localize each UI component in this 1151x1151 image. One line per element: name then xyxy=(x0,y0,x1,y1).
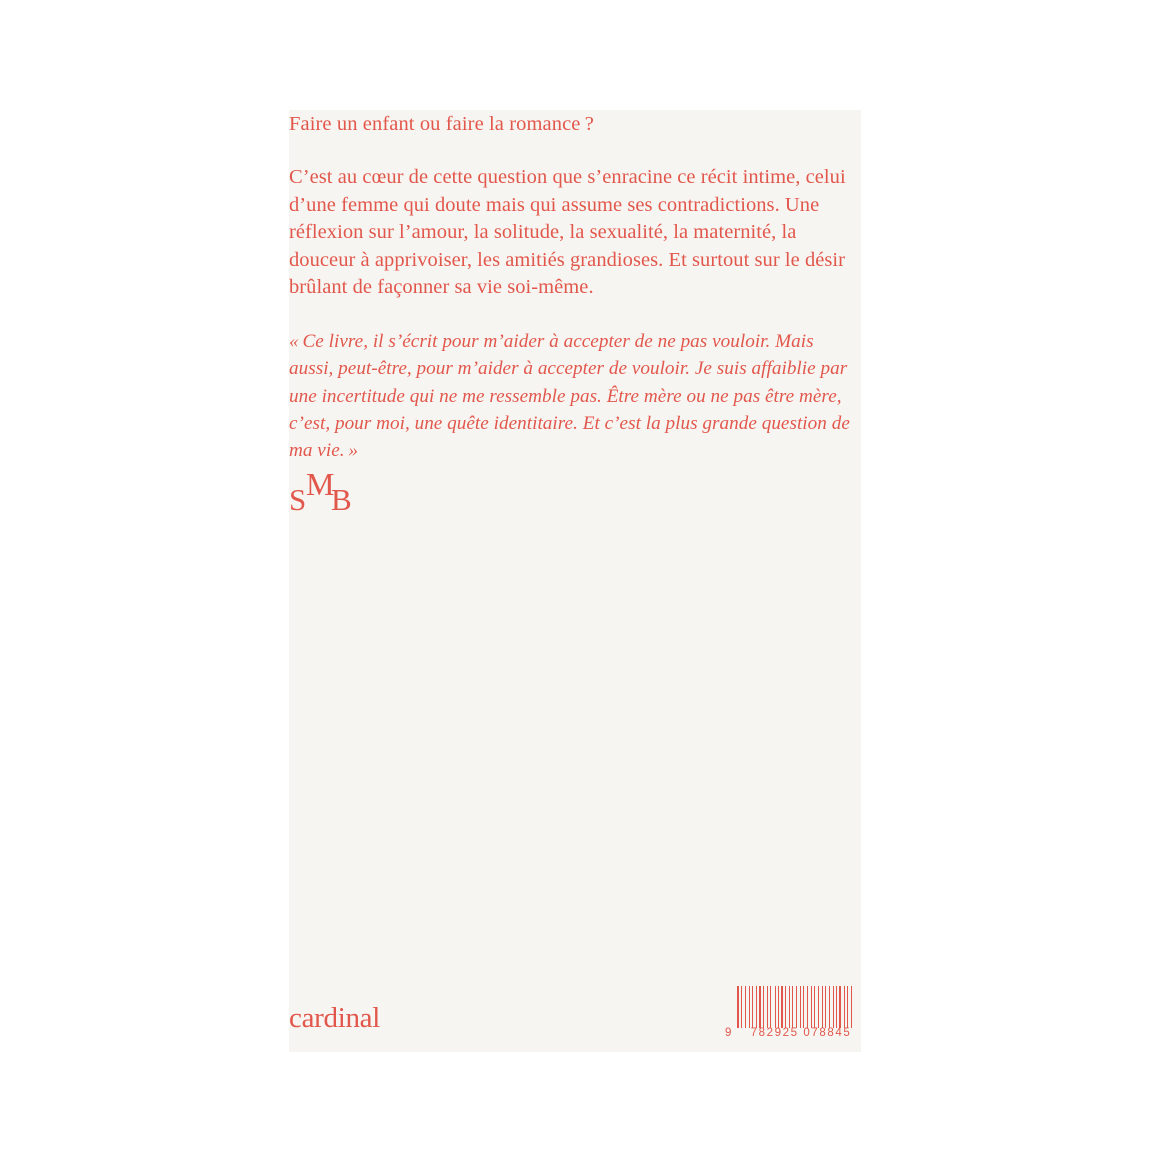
barcode-bar xyxy=(762,986,763,1028)
barcode-bars xyxy=(737,986,855,1028)
barcode-bar xyxy=(807,986,808,1028)
barcode-bar xyxy=(767,986,768,1028)
body-paragraph: C’est au cœur de cette question que s’enracine ce récit intime, celui d’une femme qui doute mais qui assume ses contradictions. Une réflexion sur l’amour, la solitude, la sexualité, la maternité, la douceur à apprivoiser, les amitiés grandioses. Et surtout sur le désir brûlant de façonner sa vie soi-même. xyxy=(289,166,846,299)
barcode-bar xyxy=(849,986,850,1028)
barcode-bar xyxy=(818,986,819,1028)
barcode-bar xyxy=(792,986,793,1028)
barcode-bar xyxy=(847,986,848,1028)
barcode-bar xyxy=(770,986,771,1028)
publisher-logo: cardinal xyxy=(289,1002,380,1034)
barcode-bar xyxy=(844,986,845,1028)
back-cover xyxy=(289,110,861,1052)
barcode-bar xyxy=(781,986,783,1028)
barcode-bar xyxy=(741,986,742,1028)
barcode-bar xyxy=(798,986,799,1028)
barcode-bar xyxy=(737,986,739,1028)
barcode-bar xyxy=(809,986,811,1028)
monogram-letter-m: M xyxy=(306,466,335,502)
barcode-bar xyxy=(835,986,836,1028)
author-monogram xyxy=(289,466,379,520)
barcode-bar xyxy=(801,986,802,1028)
barcode-bar xyxy=(768,986,769,1028)
barcode-bar xyxy=(846,986,847,1028)
pull-quote: « Ce livre, il s’écrit pour m’aider à accepter de ne pas vouloir. Mais aussi, peut-être, pour m’aider à accepter de vouloir. Je suis affaiblie par une incertitude qui ne me ressemble pas. Être mère ou ne pas être mère, c’est, pour moi, une quête identitaire. Et c’est la plus grande question de ma vie. » xyxy=(289,331,850,462)
barcode-bar xyxy=(758,986,759,1028)
barcode-bar xyxy=(852,986,854,1028)
barcode-bar xyxy=(772,986,774,1028)
barcode-bar xyxy=(763,986,764,1028)
barcode-prefix-digit: 9 xyxy=(725,1027,733,1039)
barcode-bar xyxy=(740,986,741,1028)
barcode-bar xyxy=(833,986,834,1028)
barcode-bar xyxy=(752,986,753,1028)
barcode-bar xyxy=(794,986,795,1028)
barcode-bar xyxy=(822,986,823,1028)
barcode-bar xyxy=(776,986,777,1028)
barcode-bar xyxy=(791,986,792,1028)
barcode-bar xyxy=(746,986,748,1028)
barcode-number: 782925 078845 xyxy=(750,1027,852,1039)
barcode-bar xyxy=(756,986,757,1028)
barcode-bar xyxy=(851,986,852,1028)
barcode-bar xyxy=(780,986,781,1028)
barcode xyxy=(725,986,855,1044)
back-cover-content xyxy=(289,110,861,1052)
barcode-bar xyxy=(805,986,806,1028)
barcode-bar xyxy=(743,986,744,1028)
barcode-bar xyxy=(754,986,755,1028)
barcode-bar xyxy=(827,986,828,1028)
barcode-bar xyxy=(759,986,761,1028)
barcode-bar xyxy=(803,986,804,1028)
barcode-bar xyxy=(813,986,814,1028)
headline: Faire un enfant ou faire la romance ? xyxy=(289,113,594,135)
barcode-bar xyxy=(838,986,839,1028)
barcode-bar xyxy=(825,986,826,1028)
barcode-bar xyxy=(775,986,776,1028)
barcode-bar xyxy=(765,986,766,1028)
barcode-bar xyxy=(785,986,786,1028)
barcode-digits xyxy=(725,1027,865,1040)
barcode-bar xyxy=(796,986,798,1028)
monogram-letter-b: B xyxy=(331,482,352,517)
barcode-bar xyxy=(836,986,837,1028)
barcode-bar xyxy=(745,986,746,1028)
monogram-letter-s: S xyxy=(289,482,307,517)
barcode-bar xyxy=(819,986,821,1028)
barcode-bar xyxy=(811,986,812,1028)
barcode-bar xyxy=(778,986,779,1028)
barcode-bar xyxy=(787,986,788,1028)
barcode-bar xyxy=(749,986,750,1028)
barcode-bar xyxy=(816,986,817,1028)
barcode-bar xyxy=(830,986,832,1028)
barcode-bar xyxy=(839,986,841,1028)
barcode-bar xyxy=(829,986,830,1028)
barcode-bar xyxy=(789,986,790,1028)
barcode-bar xyxy=(800,986,801,1028)
barcode-bar xyxy=(750,986,751,1028)
barcode-bar xyxy=(784,986,785,1028)
barcode-bar xyxy=(823,986,824,1028)
barcode-bar xyxy=(842,986,843,1028)
barcode-bar xyxy=(814,986,815,1028)
